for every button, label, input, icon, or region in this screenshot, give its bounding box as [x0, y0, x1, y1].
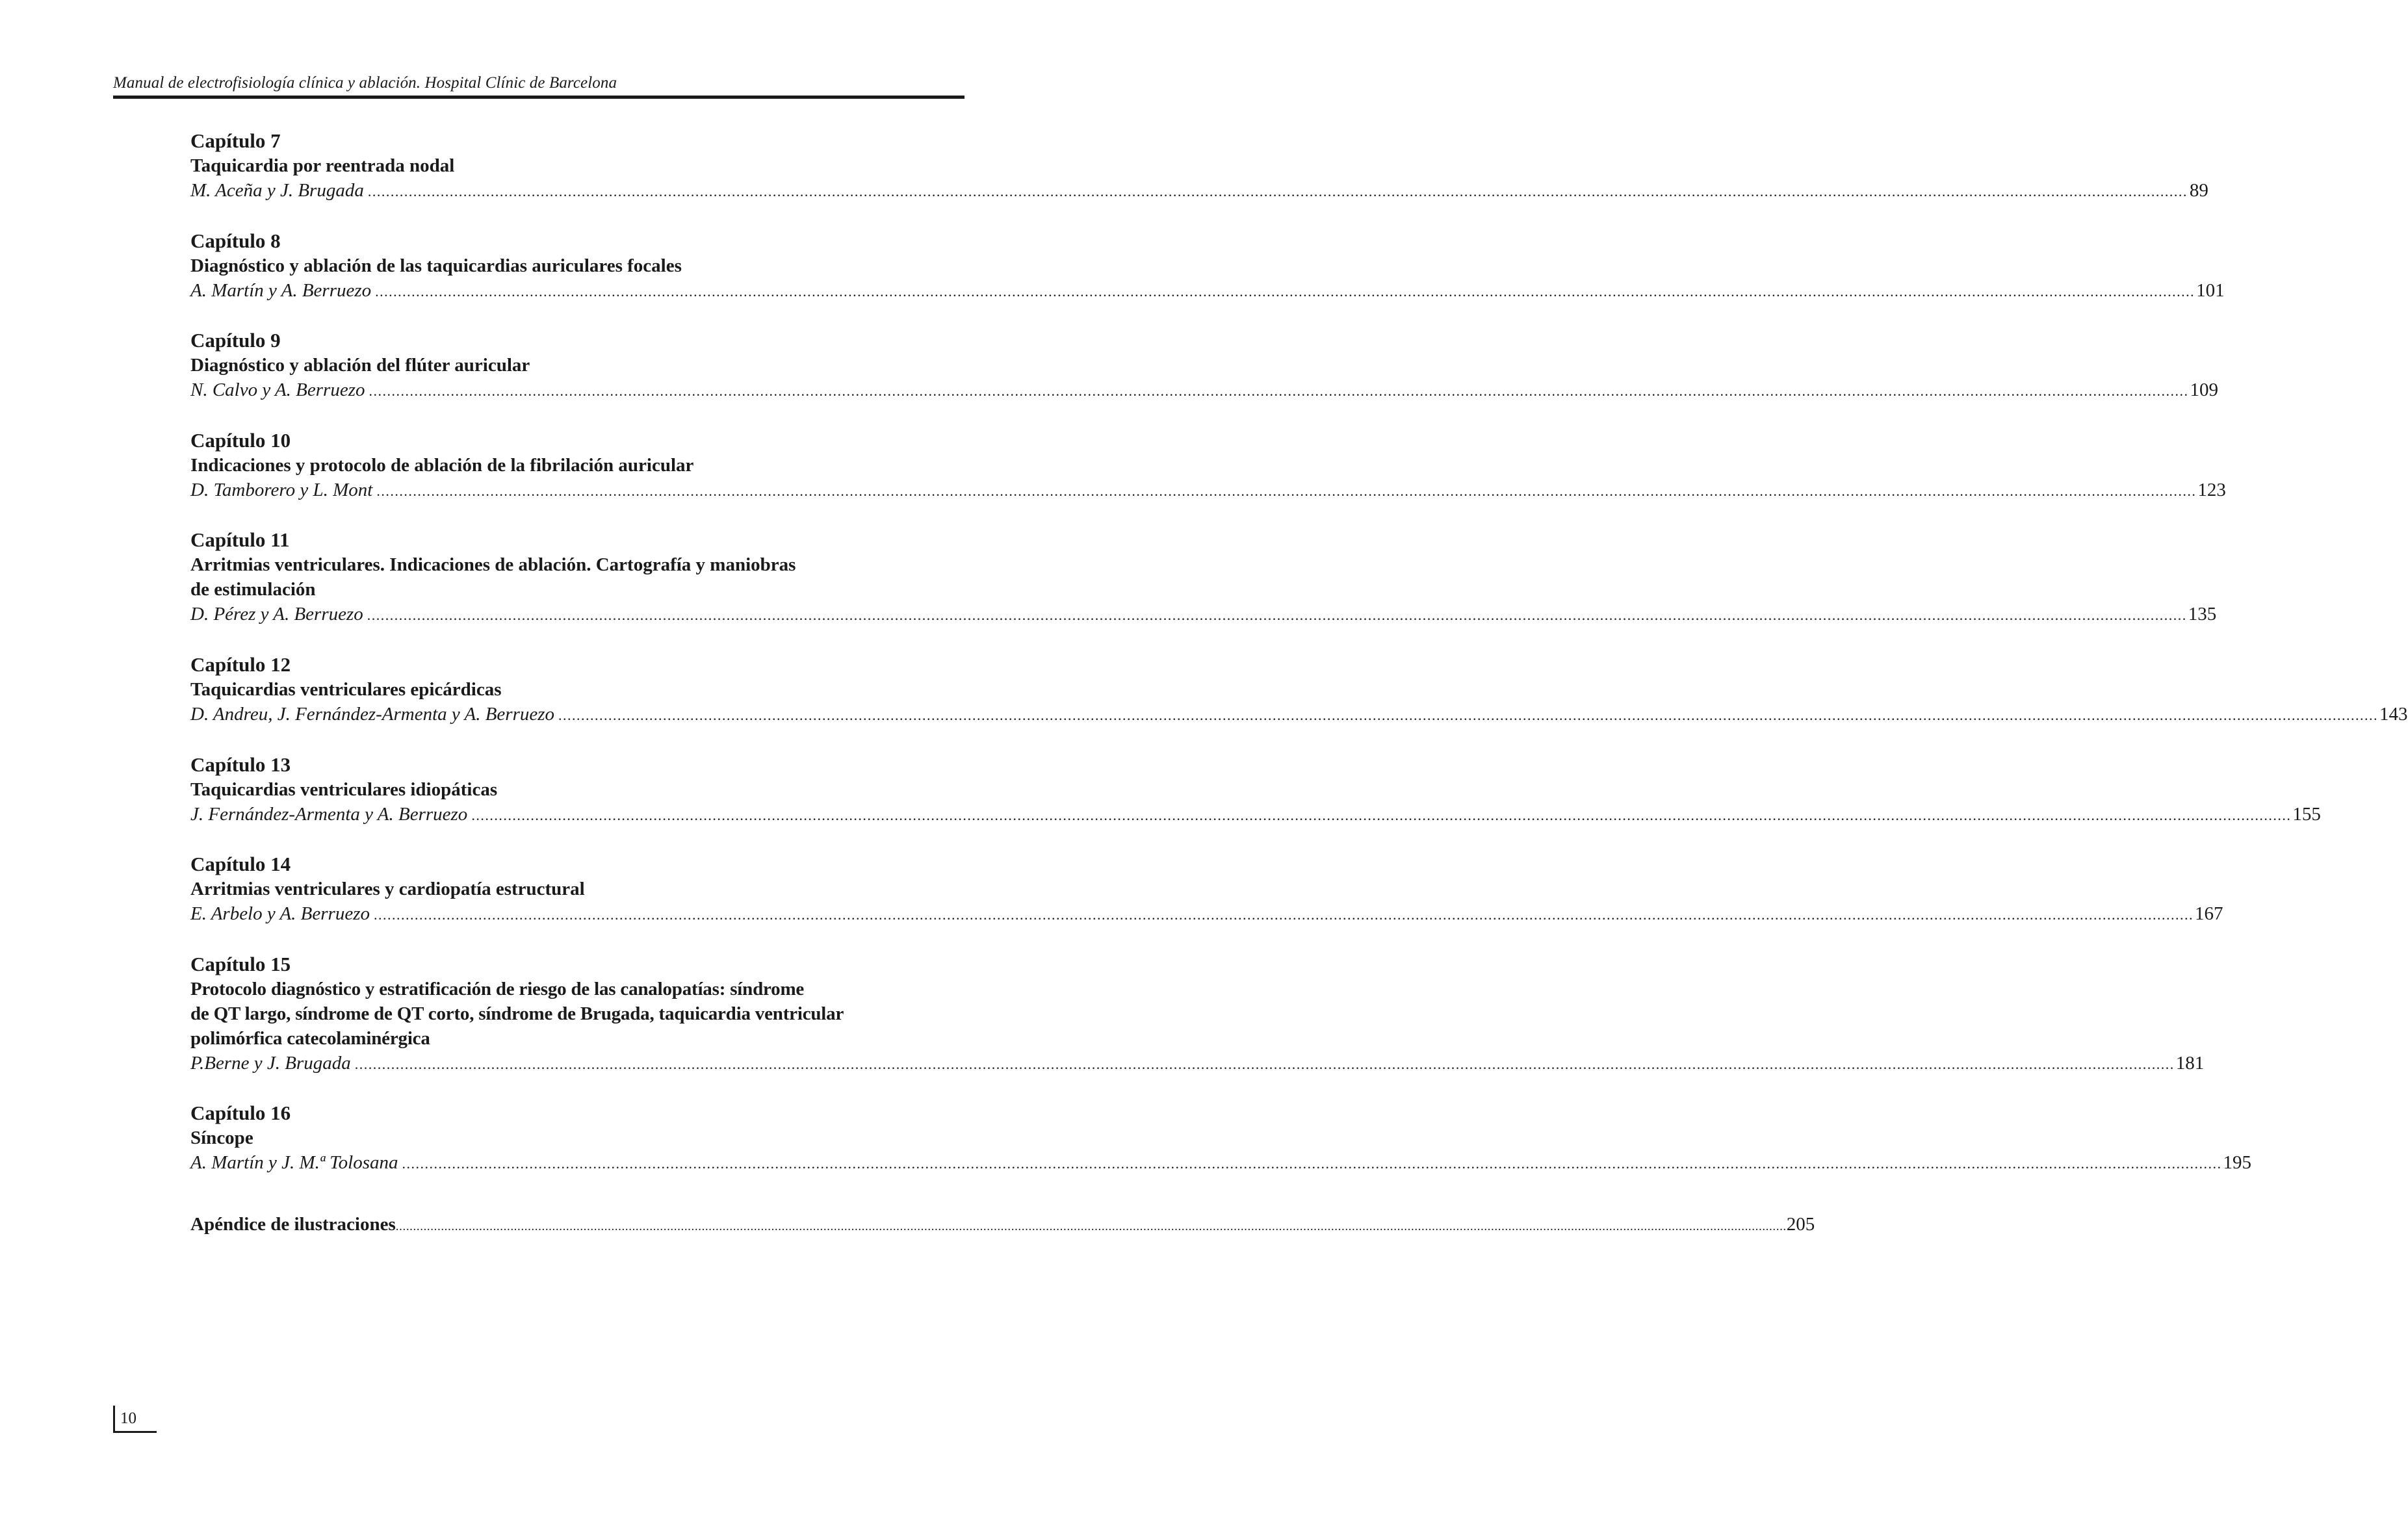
dot-leader: ................................................................................................................................................................................................................................................................................................................................................................................................................	[471, 806, 2292, 823]
chapter-label: Capítulo 9	[190, 329, 281, 352]
chapter-label: Capítulo 15	[190, 952, 291, 975]
chapter-page-number: 143	[2379, 703, 2408, 725]
chapter-authors: J. Fernández-Armenta y A. Berruezo	[190, 803, 468, 825]
toc-entry[interactable]	[190, 129, 2208, 204]
dot-leader: ................................................................................................................................................................................................................................................................................................................................................................................................................	[354, 1055, 2175, 1072]
chapter-authors: A. Martín y J. M.ª Tolosana	[190, 1152, 398, 1174]
chapter-title-line: de estimulación	[190, 579, 316, 600]
running-head: Manual de electrofisiología clínica y ablación. Hospital Clínic de Barcelona	[113, 74, 617, 92]
chapter-authors-line	[190, 901, 2223, 927]
chapter-authors: A. Martín y A. Berruezo	[190, 279, 372, 301]
chapter-page-number: 135	[2188, 604, 2217, 625]
toc-entry[interactable]	[190, 652, 2408, 728]
header-rule	[113, 96, 964, 99]
chapter-page-number: 89	[2189, 180, 2208, 201]
chapter-title-line: Arritmias ventriculares y cardiopatía estructural	[190, 879, 585, 900]
chapter-authors-line	[190, 178, 2208, 204]
chapter-page-number: 123	[2197, 479, 2226, 500]
chapter-label: Capítulo 7	[190, 129, 281, 152]
chapter-page-number: 181	[2175, 1052, 2205, 1074]
chapter-title-line: Arritmias ventriculares. Indicaciones de ablación. Cartografía y maniobras	[190, 554, 796, 576]
dot-leader: ................................................................................................................................................................................................................................................................................................................................................................................................................	[376, 482, 2197, 499]
chapter-title-line: Taquicardias ventriculares epicárdicas	[190, 678, 502, 700]
toc-entry[interactable]	[190, 952, 2205, 1077]
chapter-label: Capítulo 16	[190, 1101, 291, 1125]
chapter-title-line: de QT largo, síndrome de QT corto, síndrome de Brugada, taquicardia ventricular	[190, 1003, 844, 1024]
chapter-authors-line	[190, 278, 2225, 304]
chapter-title-line: Taquicardia por reentrada nodal	[190, 155, 455, 176]
dot-leader: ................................................................................................................................................................................................................................................................................................................................................................................................................	[367, 607, 2187, 624]
chapter-authors-line	[190, 378, 2218, 404]
chapter-authors: E. Arbelo y A. Berruezo	[190, 903, 370, 925]
dot-leader: ................................................................................................................................................................................................................................................................................................................................................................................................................	[375, 283, 2195, 300]
chapter-authors: P.Berne y J. Brugada	[190, 1052, 351, 1074]
chapter-title-line: Protocolo diagnóstico y estratificación de riesgo de las canalopatías: síndrome	[190, 978, 805, 999]
dot-leader: ................................................................................................................................................................................................................................................................................................................................................................................................................	[395, 1220, 1787, 1233]
chapter-authors: M. Aceña y J. Brugada	[190, 180, 364, 201]
chapter-title-line: Diagnóstico y ablación del flúter auricular	[190, 355, 530, 376]
appendix-label: Apéndice de ilustraciones	[190, 1214, 396, 1235]
chapter-label: Capítulo 8	[190, 229, 281, 252]
chapter-page-number: 109	[2190, 380, 2218, 401]
dot-leader: ................................................................................................................................................................................................................................................................................................................................................................................................................	[558, 706, 2379, 723]
chapter-authors: D. Andreu, J. Fernández-Armenta y A. Berruezo	[190, 703, 555, 725]
page-folio	[113, 1406, 157, 1433]
chapter-label: Capítulo 13	[190, 753, 291, 776]
toc-entry[interactable]	[190, 852, 2223, 927]
page-number: 10	[120, 1410, 136, 1427]
chapter-authors: N. Calvo y A. Berruezo	[190, 380, 365, 401]
dot-leader: ................................................................................................................................................................................................................................................................................................................................................................................................................	[374, 907, 2194, 923]
chapter-title-line: Taquicardias ventriculares idiopáticas	[190, 779, 498, 800]
chapter-label: Capítulo 12	[190, 652, 291, 676]
toc-entry[interactable]	[190, 753, 2321, 828]
chapter-authors-line	[190, 702, 2408, 728]
dot-leader: ................................................................................................................................................................................................................................................................................................................................................................................................................	[367, 183, 2188, 200]
dot-leader: ................................................................................................................................................................................................................................................................................................................................................................................................................	[402, 1155, 2222, 1172]
toc-entry[interactable]	[190, 229, 2225, 304]
chapter-authors-line	[190, 602, 2217, 628]
chapter-page-number: 167	[2195, 903, 2223, 925]
chapter-page-number: 155	[2292, 803, 2321, 825]
chapter-title-line: Diagnóstico y ablación de las taquicardias auriculares focales	[190, 255, 682, 276]
chapter-page-number: 101	[2196, 279, 2225, 301]
toc-entry[interactable]	[190, 428, 2226, 504]
toc-entry[interactable]	[190, 528, 2217, 628]
chapter-label: Capítulo 11	[190, 528, 290, 552]
toc-entry[interactable]	[190, 1101, 2251, 1176]
chapter-authors-line	[190, 802, 2321, 828]
chapter-authors: D. Tamborero y L. Mont	[190, 479, 373, 500]
toc-entry[interactable]	[190, 328, 2218, 404]
chapter-title-line: polimórfica catecolaminérgica	[190, 1027, 430, 1049]
chapter-authors-line	[190, 1150, 2251, 1176]
chapter-authors-line	[190, 478, 2226, 504]
table-of-contents	[190, 129, 2408, 1201]
toc-appendix-entry[interactable]	[190, 1212, 1815, 1239]
chapter-authors-line	[190, 1051, 2205, 1077]
chapter-page-number: 195	[2223, 1152, 2251, 1174]
chapter-title-line: Síncope	[190, 1127, 253, 1149]
chapter-label: Capítulo 10	[190, 428, 291, 452]
chapter-title-line: Indicaciones y protocolo de ablación de la fibrilación auricular	[190, 454, 694, 476]
appendix-page-number: 205	[1786, 1214, 1815, 1235]
chapter-authors: D. Pérez y A. Berruezo	[190, 604, 363, 625]
chapter-label: Capítulo 14	[190, 853, 291, 876]
dot-leader: ................................................................................................................................................................................................................................................................................................................................................................................................................	[369, 383, 2189, 400]
